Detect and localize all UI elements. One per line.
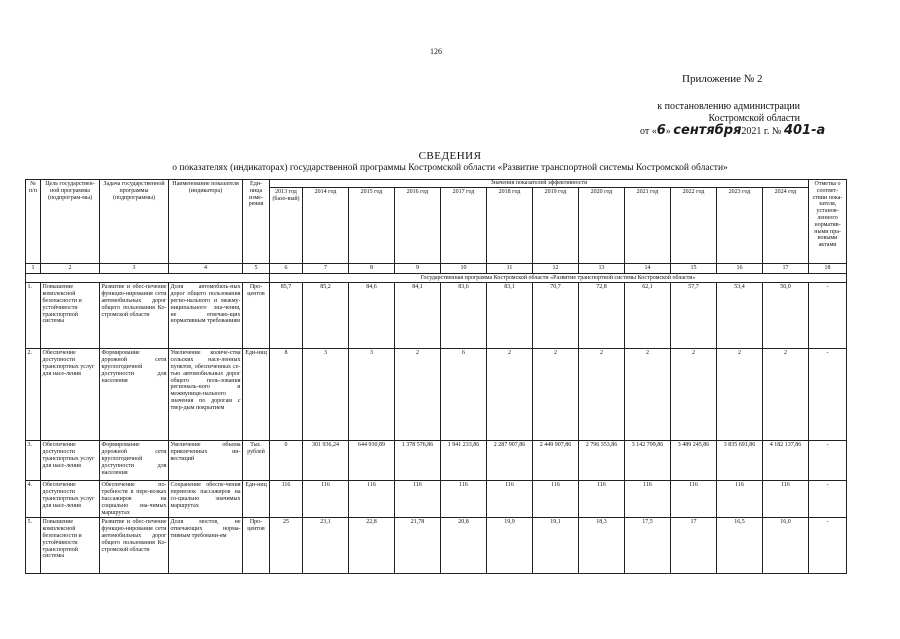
date-prefix: от «	[640, 126, 657, 137]
row-indicator: Увеличение объема привлеченных ин-вестиций	[169, 441, 243, 481]
row-value: 3 835 691,86	[717, 441, 763, 481]
row-goal: Обеспечение доступности транспортных услуг для насе-ления	[41, 481, 100, 518]
header-unit: Еди-ница изме-рения	[243, 180, 270, 264]
col-number: 6	[270, 263, 303, 273]
page-number: 126	[430, 47, 442, 56]
row-value: 6	[441, 349, 487, 441]
row-compliance-mark: -	[809, 518, 847, 574]
row-value: 1 378 576,86	[395, 441, 441, 481]
col-number: 8	[349, 263, 395, 273]
row-value: 53,4	[717, 283, 763, 349]
handwritten-number: 401-а	[783, 123, 826, 138]
row-value: 17,5	[625, 518, 671, 574]
row-value: 301 936,24	[303, 441, 349, 481]
row-value: 0	[270, 441, 303, 481]
header-year: 2018 год	[487, 187, 533, 263]
row-value: 22,8	[349, 518, 395, 574]
col-number: 17	[763, 263, 809, 273]
date-year: 2021 г. №	[741, 126, 782, 137]
row-value: 116	[625, 481, 671, 518]
resolution-block	[640, 101, 826, 138]
col-number: 3	[100, 263, 169, 273]
row-value: 1 941 233,86	[441, 441, 487, 481]
row-value: 3	[349, 349, 395, 441]
row-indicator: Сохранение обеспе-чения перевозок пассажиров на со-циально значимых маршрутах	[169, 481, 243, 518]
handwritten-month: сентября	[673, 123, 742, 138]
row-value: 116	[395, 481, 441, 518]
row-value: 16,0	[763, 518, 809, 574]
header-year: 2017 год	[441, 187, 487, 263]
program-row-title: Государственная программа Костромской области «Развитие транспортной системы Костромской области»	[270, 273, 847, 283]
table-row	[26, 283, 847, 349]
row-value: 116	[270, 481, 303, 518]
document-title	[0, 150, 900, 174]
row-compliance-mark: -	[809, 481, 847, 518]
row-value: 2	[625, 349, 671, 441]
row-value: 2	[717, 349, 763, 441]
row-value: 18,3	[579, 518, 625, 574]
header-compliance: Отметка о соответ-ствии пока-зателя, установ-ленного норматив-ными пра-вовыми актами	[809, 180, 847, 264]
col-number: 1	[26, 263, 41, 273]
col-number: 7	[303, 263, 349, 273]
row-indicator: Доля автомобиль-ных дорог общего пользования регио-нального и межму-ниципального зна-чения, не отвечаю-щих нормативным требованиям	[169, 283, 243, 349]
row-value: 116	[349, 481, 395, 518]
resolution-date-line	[640, 123, 826, 138]
col-number: 11	[487, 263, 533, 273]
row-task: Развитие и обес-печение функцио-нирования сети автомобильных дорог общего пользования Ко-стромской области	[100, 283, 169, 349]
row-value: 2 287 907,86	[487, 441, 533, 481]
row-num: 3.	[26, 441, 41, 481]
row-task: Формирование дорожной сети круглогодичной доступности для населения	[100, 441, 169, 481]
row-value: 19,9	[487, 518, 533, 574]
header-year: 2022 год	[671, 187, 717, 263]
resolution-line-2: Костромской области	[708, 113, 800, 124]
row-value: 2 796 353,86	[579, 441, 625, 481]
row-num: 2.	[26, 349, 41, 441]
row-value: 116	[487, 481, 533, 518]
appendix-label: Приложение № 2	[682, 73, 763, 85]
row-goal: Повышение комплексной безопасности и устойчивости транспортной системы	[41, 283, 100, 349]
row-value: 3 142 799,86	[625, 441, 671, 481]
row-value: 50,0	[763, 283, 809, 349]
row-task: Обеспечение по-требности в пере-возках пассажиров на социально зна-чимых маршрутах	[100, 481, 169, 518]
row-value: 2	[487, 349, 533, 441]
row-value: 85,2	[303, 283, 349, 349]
col-number: 18	[809, 263, 847, 273]
row-value: 3 489 245,86	[671, 441, 717, 481]
row-num: 1.	[26, 283, 41, 349]
row-value: 2	[395, 349, 441, 441]
table-row	[26, 518, 847, 574]
header-year: 2023 год	[717, 187, 763, 263]
indicator-rows	[26, 283, 847, 574]
row-unit: Тыс. рублей	[243, 441, 270, 481]
row-unit: Про-центов	[243, 283, 270, 349]
header-year: 2016 год	[395, 187, 441, 263]
row-value: 83,6	[441, 283, 487, 349]
handwritten-day: 6	[656, 123, 666, 138]
row-num: 4.	[26, 481, 41, 518]
row-value: 116	[533, 481, 579, 518]
title-line-1: СВЕДЕНИЯ	[418, 150, 482, 162]
row-value: 20,8	[441, 518, 487, 574]
row-value: 116	[579, 481, 625, 518]
col-number: 4	[169, 263, 243, 273]
column-number-row	[26, 263, 847, 273]
col-number: 14	[625, 263, 671, 273]
row-value: 644 930,89	[349, 441, 395, 481]
col-number: 12	[533, 263, 579, 273]
row-value: 83,1	[487, 283, 533, 349]
program-row-spacer	[26, 273, 270, 283]
row-num: 5.	[26, 518, 41, 574]
row-value: 2	[579, 349, 625, 441]
row-value: 25	[270, 518, 303, 574]
program-row	[26, 273, 847, 283]
col-number: 16	[717, 263, 763, 273]
col-number: 9	[395, 263, 441, 273]
header-year: 2015 год	[349, 187, 395, 263]
row-value: 70,7	[533, 283, 579, 349]
header-goal: Цель государствен-ной программы (подпрограм-мы)	[41, 180, 100, 264]
header-row-1	[26, 180, 847, 188]
col-number: 2	[41, 263, 100, 273]
row-value: 116	[671, 481, 717, 518]
row-goal: Обеспечение доступности транспортных услуг для насе-ления	[41, 441, 100, 481]
date-day-suffix: »	[665, 126, 671, 137]
row-value: 72,8	[579, 283, 625, 349]
row-indicator: Увеличение количе-ства сельских насе-ленных пунктов, обеспеченных се-тью автомобильных дорог общего поль-зования региональ-ного и межмуници-пального значения по дорогам с твер-дым покрытием	[169, 349, 243, 441]
resolution-line-1: к постановлению администрации	[657, 101, 800, 112]
row-value: 116	[763, 481, 809, 518]
row-value: 4 182 137,86	[763, 441, 809, 481]
row-task: Формирование дорожной сети круглогодичной доступности для населения	[100, 349, 169, 441]
header-year: 2019 год	[533, 187, 579, 263]
row-value: 2	[533, 349, 579, 441]
header-num: № п/п	[26, 180, 41, 264]
table-row	[26, 441, 847, 481]
indicators-table	[25, 179, 847, 574]
row-value: 2	[671, 349, 717, 441]
row-goal: Повышение комплексной безопасности и устойчивости транспортной системы	[41, 518, 100, 574]
row-value: 116	[303, 481, 349, 518]
row-goal: Обеспечение доступности транспортных услуг для насе-ления	[41, 349, 100, 441]
title-line-2: о показателях (индикаторах) государственной программы Костромской области «Развитие транспортной системы Костромской области»	[172, 163, 728, 173]
header-values-group: Значения показателей эффективности	[270, 180, 809, 188]
row-value: 3	[303, 349, 349, 441]
row-value: 19,1	[533, 518, 579, 574]
row-compliance-mark: -	[809, 349, 847, 441]
row-value: 23,1	[303, 518, 349, 574]
col-number: 13	[579, 263, 625, 273]
row-value: 2	[763, 349, 809, 441]
row-value: 116	[717, 481, 763, 518]
col-number: 10	[441, 263, 487, 273]
header-indicator: Наименование показателя (индикатора)	[169, 180, 243, 264]
row-value: 85,7	[270, 283, 303, 349]
col-number: 15	[671, 263, 717, 273]
header-task: Задача государственной программы (подпрограммы)	[100, 180, 169, 264]
row-value: 8	[270, 349, 303, 441]
header-year: 2013 год (базо-вый)	[270, 187, 303, 263]
row-value: 62,1	[625, 283, 671, 349]
row-value: 57,7	[671, 283, 717, 349]
row-value: 16,5	[717, 518, 763, 574]
row-value: 116	[441, 481, 487, 518]
header-year: 2021 год	[625, 187, 671, 263]
row-value: 21,78	[395, 518, 441, 574]
row-compliance-mark: -	[809, 283, 847, 349]
table-row	[26, 481, 847, 518]
row-compliance-mark: -	[809, 441, 847, 481]
header-year: 2024 год	[763, 187, 809, 263]
row-value: 17	[671, 518, 717, 574]
col-number: 5	[243, 263, 270, 273]
row-unit: Про-центов	[243, 518, 270, 574]
row-value: 2 449 907,86	[533, 441, 579, 481]
row-value: 84,1	[395, 283, 441, 349]
row-unit: Еди-ниц	[243, 481, 270, 518]
row-unit: Еди-ниц	[243, 349, 270, 441]
row-indicator: Доля мостов, не отвечающих норма-тивным требовани-ям	[169, 518, 243, 574]
row-value: 84,6	[349, 283, 395, 349]
header-year: 2020 год	[579, 187, 625, 263]
row-task: Развитие и обес-печение функцио-нирования сети автомобильных дорог общего пользования Ко-стромской области	[100, 518, 169, 574]
header-year: 2014 год	[303, 187, 349, 263]
table-row	[26, 349, 847, 441]
